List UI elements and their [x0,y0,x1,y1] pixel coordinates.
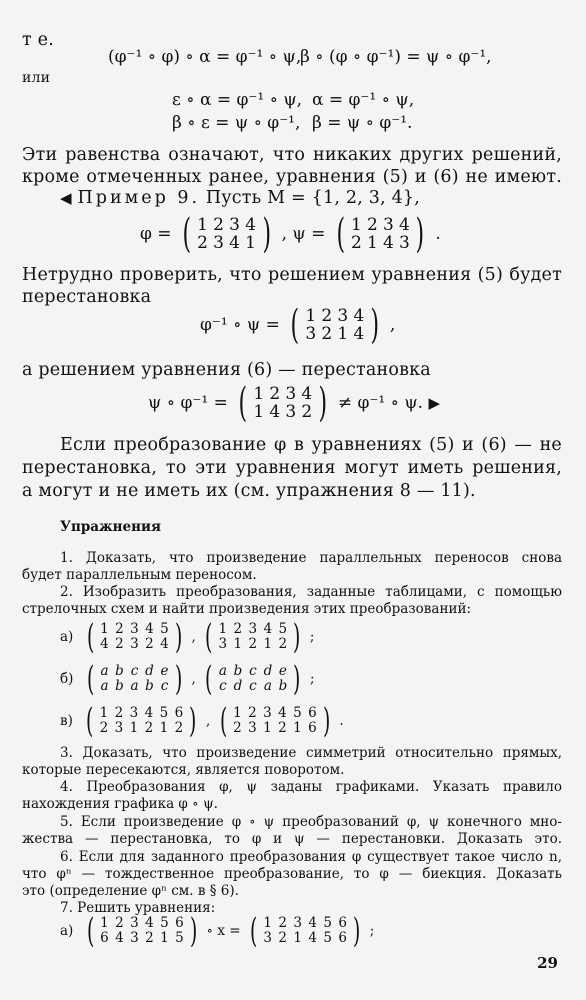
matrix-cell: 4 [115,930,124,946]
matrix-cell: b [145,678,154,694]
paragraph-1-line-1: Эти равенства означают, что никаких других решений, [22,145,562,165]
matrix-rows [96,706,186,736]
matrix-cell: 2 [321,306,333,326]
matrix-cell: 1 [100,915,109,931]
matrix-cell: 2 [233,720,242,736]
matrix-cell: 1 [253,384,265,404]
matrix-row-top [348,216,412,234]
matrix-cell: a [218,663,227,679]
matrix-cell: 1 [129,720,139,736]
matrix-cell: 3 [218,636,228,652]
exercise-2c-end: . [339,713,344,729]
exercise-2-line-1: 2. Изобразить преобразования, заданные таблицами, с помощью [60,584,562,600]
solution-6-label: ψ ∘ φ⁻¹ = [148,393,228,413]
matrix-cell: 2 [350,233,362,253]
matrix-cell: 2 [301,402,313,422]
matrix-cell: 3 [398,233,410,253]
equation-2a: ε ∘ α = φ⁻¹ ∘ ψ, [172,90,303,110]
example-9-line [60,188,420,208]
matrix-cell: c [130,663,139,679]
exercise-1-line-1: 1. Доказать, что произведение параллельных переносов снова [60,550,562,566]
matrix-cell: 3 [248,621,258,637]
matrix-cell: 4 [160,636,169,652]
matrix-cell: 3 [293,915,302,931]
matrix-cell: 3 [285,384,297,404]
matrix-row-top [96,706,186,721]
matrix-row-bottom [215,679,290,694]
solution-5-end: , [389,315,396,335]
matrix-cell: 3 [248,720,257,736]
matrix-cell: 6 [175,915,184,931]
matrix-cell: 4 [100,636,109,652]
exercise-7-line-1: 7. Решить уравнения: [60,900,216,916]
matrix-cell: 4 [263,621,273,637]
exercise-5-line-1: 5. Если произведение φ ∘ ψ преобразований φ, ψ конечного мно- [60,814,562,830]
matrix-cell: 3 [130,930,139,946]
matrix-cell: 1 [337,324,349,344]
exercise-2b-matrix-1 [84,659,186,699]
matrix-cell: c [249,678,257,694]
matrix-row-bottom [195,234,259,252]
matrix-cell: 3 [130,621,139,637]
solution-6-end: ≠ φ⁻¹ ∘ ψ. [337,393,424,413]
matrix-cell: 3 [229,215,240,235]
left-paren: ( [219,701,227,741]
right-paren: ) [262,211,271,257]
text-ili: или [22,70,51,86]
matrix-cell: 2 [145,636,154,652]
matrix-cell: 4 [353,306,365,326]
matrix-row-top [195,216,259,234]
left-paren: ( [86,701,94,741]
matrix-cell: 2 [114,705,124,721]
matrix-row-top [215,622,290,637]
matrix-rows [303,307,367,343]
right-paren: ) [174,659,183,699]
matrix-rows [97,622,172,652]
matrix-cell: 2 [321,324,333,344]
matrix-cell: 5 [160,915,169,931]
solution-6 [148,380,441,426]
page-number: 29 [537,954,558,972]
right-paren: ) [322,701,331,741]
right-paren: ) [415,211,425,257]
matrix-cell: 2 [278,930,287,946]
matrix-cell: 2 [144,720,154,736]
matrix-rows [230,706,320,736]
matrix-cell: 2 [115,915,124,931]
matrix-cell: 2 [278,636,288,652]
matrix-row-top [303,307,367,325]
example-start-marker: ◀ [60,189,72,207]
matrix-cell: 4 [145,915,154,931]
matrix-cell: 1 [293,930,302,946]
matrix-cell: e [160,663,169,679]
matrix-cell: 4 [278,705,287,721]
matrix-cell: 1 [305,306,317,326]
right-paren: ) [174,617,183,657]
matrix-cell: 1 [159,720,169,736]
exercise-7a-label: а) [60,923,74,939]
matrix-row-top [260,916,350,931]
matrix-rows [251,385,315,421]
right-paren: ) [318,380,327,426]
matrix-cell: a [130,678,139,694]
matrix-rows [195,216,259,252]
matrix-cell: 2 [233,621,243,637]
solution-5 [200,302,396,348]
exercise-4-line-2: нахождения графика φ ∘ ψ. [22,796,218,812]
matrix-cell: 2 [366,215,378,235]
phi-psi-definition [140,211,441,257]
paragraph-4-line-2: перестановка, то эти уравнения могут иметь решения, [22,458,562,478]
matrix-row-bottom [215,637,290,652]
exercise-4-line-1: 4. Преобразования φ, ψ заданы графиками. Указать правило [60,779,562,795]
matrix-cell: 3 [263,705,272,721]
matrix-cell: 2 [115,636,124,652]
matrix-cell: 4 [145,621,154,637]
solution-6-matrix [235,380,330,426]
exercise-2a-matrix-2 [202,617,304,657]
exercise-2b-sep: , [191,671,196,687]
paragraph-1-line-2: кроме отмеченных ранее, уравнения (5) и (6) не имеют. [22,167,562,187]
matrix-cell: 3 [129,705,139,721]
paragraph-4-line-3: а могут и не иметь их (см. упражнения 8 — 11). [22,481,476,501]
matrix-rows [215,622,290,652]
matrix-cell: 6 [308,720,317,736]
matrix-cell: a [100,678,109,694]
psi-end: . [435,224,441,244]
matrix-row-top [251,385,315,403]
left-paren: ( [182,211,192,257]
exercise-2b-matrix-2 [202,659,304,699]
psi-matrix [333,211,428,257]
matrix-row-top [215,664,290,679]
matrix-row-bottom [348,234,412,252]
matrix-cell: 5 [160,621,169,637]
matrix-cell: 2 [145,930,154,946]
matrix-cell: 1 [366,233,378,253]
matrix-cell: 4 [269,402,281,422]
exercise-2c-matrix-1 [83,701,200,741]
matrix-cell: 3 [285,402,297,422]
solution-5-matrix [287,302,382,348]
matrix-cell: 3 [305,324,317,344]
matrix-cell: a [263,678,272,694]
matrix-cell: 1 [350,215,362,235]
exercise-2c-label: в) [60,713,73,729]
matrix-cell: b [278,678,288,694]
paragraph-2-line-1: Нетрудно проверить, что решением уравнения (5) будет [22,265,562,285]
exercise-2-line-2: стрелочных схем и найти произведения этих преобразований: [22,601,471,617]
matrix-cell: 2 [278,720,287,736]
matrix-cell: 6 [338,915,347,931]
exercise-2a-sep: , [191,629,196,645]
example-text: Пусть M = {1, 2, 3, 4}, [205,188,421,208]
exercises-heading: Упражнения [60,519,161,535]
equation-1a: (φ⁻¹ ∘ φ) ∘ α = φ⁻¹ ∘ ψ, [108,47,302,67]
exercise-2c [60,701,344,741]
matrix-cell: 1 [218,621,228,637]
matrix-cell: 2 [248,636,258,652]
matrix-cell: 6 [338,930,347,946]
paragraph-2-line-2: перестановка [22,287,152,307]
matrix-cell: 6 [308,705,317,721]
right-paren: ) [189,911,198,951]
matrix-cell: 3 [114,720,124,736]
matrix-cell: 1 [197,215,208,235]
matrix-cell: 1 [263,915,272,931]
matrix-cell: 5 [323,930,332,946]
matrix-cell: 4 [353,324,365,344]
matrix-row-bottom [96,721,186,736]
text-te: т е. [22,30,54,50]
matrix-cell: 2 [269,384,281,404]
exercise-2a-label: а) [60,629,74,645]
exercise-3-line-1: 3. Доказать, что произведение симметрий относительно прямых, [60,745,562,761]
exercise-2c-sep: , [206,713,211,729]
matrix-cell: 1 [263,636,273,652]
matrix-cell: c [249,663,257,679]
matrix-cell: 5 [159,705,169,721]
matrix-cell: 1 [233,636,243,652]
left-paren: ( [86,659,94,699]
matrix-cell: 5 [293,705,302,721]
matrix-cell: 1 [263,720,272,736]
matrix-cell: 2 [248,705,257,721]
matrix-cell: 4 [398,215,410,235]
equation-3a: β ∘ ε = ψ ∘ φ⁻¹, [172,113,301,133]
exercise-1-line-2: будет параллельным переносом. [22,567,257,583]
matrix-cell: 6 [174,705,184,721]
matrix-row-bottom [97,679,172,694]
matrix-cell: 1 [100,621,109,637]
matrix-cell: 4 [245,215,256,235]
phi-matrix [179,211,274,257]
matrix-cell: 2 [99,720,109,736]
matrix-cell: 1 [233,705,242,721]
matrix-rows [260,916,350,946]
matrix-cell: b [233,663,243,679]
matrix-row-top [97,916,187,931]
matrix-row-bottom [97,637,172,652]
matrix-row-bottom [260,931,350,946]
paragraph-4-line-1: Если преобразование φ в уравнениях (5) и (6) — не [60,435,562,455]
matrix-cell: 3 [382,215,394,235]
matrix-cell: 2 [197,233,208,253]
exercise-7a-mid: ∘ x = [206,923,241,939]
matrix-cell: 1 [160,930,169,946]
matrix-cell: 6 [100,930,109,946]
exercise-2b [60,659,315,699]
solution-5-label: φ⁻¹ ∘ ψ = [200,315,280,335]
matrix-cell: c [219,678,227,694]
right-paren: ) [370,302,379,348]
left-paren: ( [86,617,94,657]
exercise-2a-matrix-1 [84,617,186,657]
matrix-cell: 2 [213,215,224,235]
psi-label: , ψ = [281,224,326,244]
matrix-row-top [97,622,172,637]
left-paren: ( [238,380,248,426]
example-end-marker: ▶ [428,394,441,412]
matrix-cell: e [278,663,287,679]
exercise-7a-matrix-1 [84,911,201,951]
equation-3b: β = ψ ∘ φ⁻¹. [312,113,413,133]
exercise-3-line-2: которые пересекаются, является поворотом. [22,762,345,778]
matrix-cell: d [233,678,243,694]
exercise-2b-label: б) [60,671,74,687]
left-paren: ( [205,617,213,657]
matrix-cell: 1 [245,233,256,253]
phi-label: φ = [140,224,172,244]
matrix-cell: 5 [278,621,288,637]
exercise-2a-end: ; [309,629,315,645]
right-paren: ) [293,617,301,657]
matrix-cell: 4 [229,233,240,253]
exercise-2a [60,617,315,657]
paragraph-3: а решением уравнения (6) — перестановка [22,360,431,380]
exercise-6-line-2: что φⁿ — тождественное преобразование, то φ — биекция. Доказать [22,866,562,882]
matrix-cell: 1 [99,705,109,721]
matrix-cell: b [115,678,124,694]
matrix-row-bottom [230,721,320,736]
matrix-row-top [97,664,172,679]
matrix-cell: 3 [130,915,139,931]
exercise-2c-matrix-2 [217,701,334,741]
left-paren: ( [205,659,213,699]
matrix-cell: 5 [175,930,184,946]
right-paren: ) [189,701,197,741]
matrix-rows [348,216,412,252]
exercise-5-line-2: жества — перестановка, то φ и ψ — перестановки. Доказать это. [22,831,562,847]
left-paren: ( [290,302,300,348]
matrix-cell: 2 [174,720,184,736]
exercise-7a [60,911,375,951]
matrix-cell: 1 [253,402,265,422]
left-paren: ( [249,911,258,951]
matrix-cell: 3 [263,930,272,946]
left-paren: ( [86,911,94,951]
matrix-cell: b [115,663,124,679]
right-paren: ) [353,911,361,951]
exercise-6-line-1: 6. Если для заданного преобразования φ существует такое число n, [60,849,562,865]
matrix-cell: c [160,678,169,694]
matrix-row-bottom [97,931,187,946]
matrix-cell: 3 [337,306,349,326]
matrix-cell: 2 [278,915,287,931]
exercise-6-line-3: это (определение φⁿ см. в § 6). [22,883,239,899]
right-paren: ) [293,659,301,699]
matrix-cell: 4 [144,705,154,721]
equation-1b: β ∘ (φ ∘ φ⁻¹) = ψ ∘ φ⁻¹, [300,47,492,67]
matrix-row-top [230,706,320,721]
matrix-cell: 4 [382,233,394,253]
matrix-cell: d [263,663,273,679]
exercise-2b-end: ; [309,671,315,687]
matrix-cell: 4 [308,915,317,931]
equation-2b: α = φ⁻¹ ∘ ψ, [312,90,415,110]
matrix-cell: 5 [323,915,332,931]
matrix-rows [215,664,290,694]
matrix-cell: d [145,663,154,679]
matrix-cell: a [100,663,109,679]
exercise-7a-matrix-2 [247,911,364,951]
matrix-cell: 2 [115,621,124,637]
matrix-rows [97,664,172,694]
example-title: Пример 9. [77,188,201,208]
exercise-7a-end: ; [369,923,375,939]
matrix-row-bottom [303,325,367,343]
matrix-rows [97,916,187,946]
matrix-cell: 1 [293,720,302,736]
left-paren: ( [336,211,345,257]
matrix-cell: 4 [308,930,317,946]
matrix-row-bottom [251,403,315,421]
matrix-cell: 4 [301,384,313,404]
matrix-cell: 3 [213,233,224,253]
matrix-cell: 3 [130,636,139,652]
